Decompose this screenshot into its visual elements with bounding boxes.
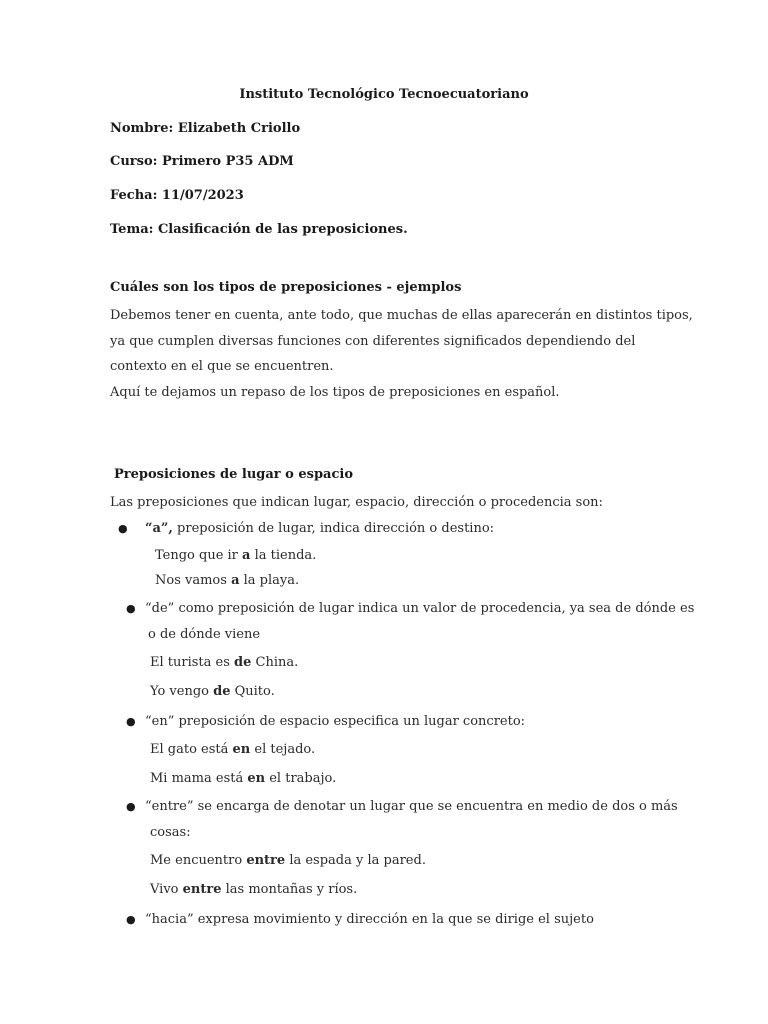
date-line: Fecha: 11/07/2023 [110, 188, 244, 203]
bullet-icon: ● [126, 913, 136, 926]
example-text: la tienda. [250, 548, 317, 563]
section1-heading: Cuáles son los tipos de preposiciones - ejemplos [110, 280, 462, 295]
example-preposition: de [213, 684, 231, 699]
example-line [155, 572, 299, 590]
institution-title: Instituto Tecnológico Tecnoecuatoriano [239, 87, 529, 102]
example-text: Me encuentro [150, 853, 247, 868]
example-text: Yo vengo [150, 684, 214, 699]
example-text: El gato está [150, 742, 233, 757]
example-preposition: a [231, 573, 240, 588]
list-item: “de” como preposición de lugar indica un valor de procedencia, ya sea de dónde es [145, 601, 695, 616]
section1-paragraph-line: Aquí te dejamos un repaso de los tipos de preposiciones en español. [110, 385, 560, 400]
example-text: la playa. [239, 573, 300, 588]
example-text: el tejado. [250, 742, 316, 757]
example-preposition: en [232, 742, 251, 757]
example-line [150, 654, 298, 672]
list-item: “entre” se encarga de denotar un lugar que se encuentra en medio de dos o más [145, 799, 678, 814]
example-preposition: entre [246, 853, 286, 868]
example-text: el trabajo. [265, 771, 337, 786]
example-text: Nos vamos [155, 573, 232, 588]
example-text: Vivo [150, 882, 183, 897]
bullet-icon: ● [118, 522, 128, 535]
bullet-icon: ● [126, 800, 136, 813]
list-item: “hacia” expresa movimiento y dirección en la que se dirige el sujeto [145, 912, 594, 927]
example-line [150, 741, 315, 759]
example-text: la espada y la pared. [285, 853, 426, 868]
topic-line: Tema: Clasificación de las preposiciones. [110, 222, 408, 237]
section1-paragraph-line: ya que cumplen diversas funciones con diferentes significados dependiendo del [110, 334, 636, 349]
section2-intro: Las preposiciones que indican lugar, espacio, dirección o procedencia son: [110, 495, 603, 510]
list-item [145, 520, 494, 538]
section1-paragraph-line: Debemos tener en cuenta, ante todo, que muchas de ellas aparecerán en distintos tipos, [110, 308, 693, 323]
example-line [150, 852, 426, 870]
course-line: Curso: Primero P35 ADM [110, 154, 294, 169]
example-text: El turista es [150, 655, 235, 670]
example-line [150, 683, 275, 701]
list-item-continuation: o de dónde viene [148, 627, 261, 642]
section2-heading: Preposiciones de lugar o espacio [114, 467, 353, 482]
example-text: Tengo que ir [155, 548, 243, 563]
student-name: Nombre: Elizabeth Criollo [110, 121, 301, 136]
example-line [155, 547, 316, 565]
example-line [150, 770, 336, 788]
bullet-icon: ● [126, 602, 136, 615]
bullet-icon: ● [126, 715, 136, 728]
list-item: “en” preposición de espacio especifica un lugar concreto: [145, 714, 526, 729]
list-item-desc: preposición de lugar, indica dirección o destino: [172, 521, 495, 536]
example-preposition: entre [182, 882, 222, 897]
example-text: Quito. [230, 684, 275, 699]
example-preposition: en [247, 771, 266, 786]
example-text: las montañas y ríos. [221, 882, 358, 897]
example-text: Mi mama está [150, 771, 248, 786]
list-item-continuation: cosas: [150, 825, 191, 840]
example-line [150, 881, 357, 899]
example-preposition: de [234, 655, 252, 670]
list-item-term: “a”, [145, 521, 173, 536]
example-preposition: a [242, 548, 251, 563]
section1-paragraph-line: contexto en el que se encuentren. [110, 359, 334, 374]
example-text: China. [251, 655, 299, 670]
